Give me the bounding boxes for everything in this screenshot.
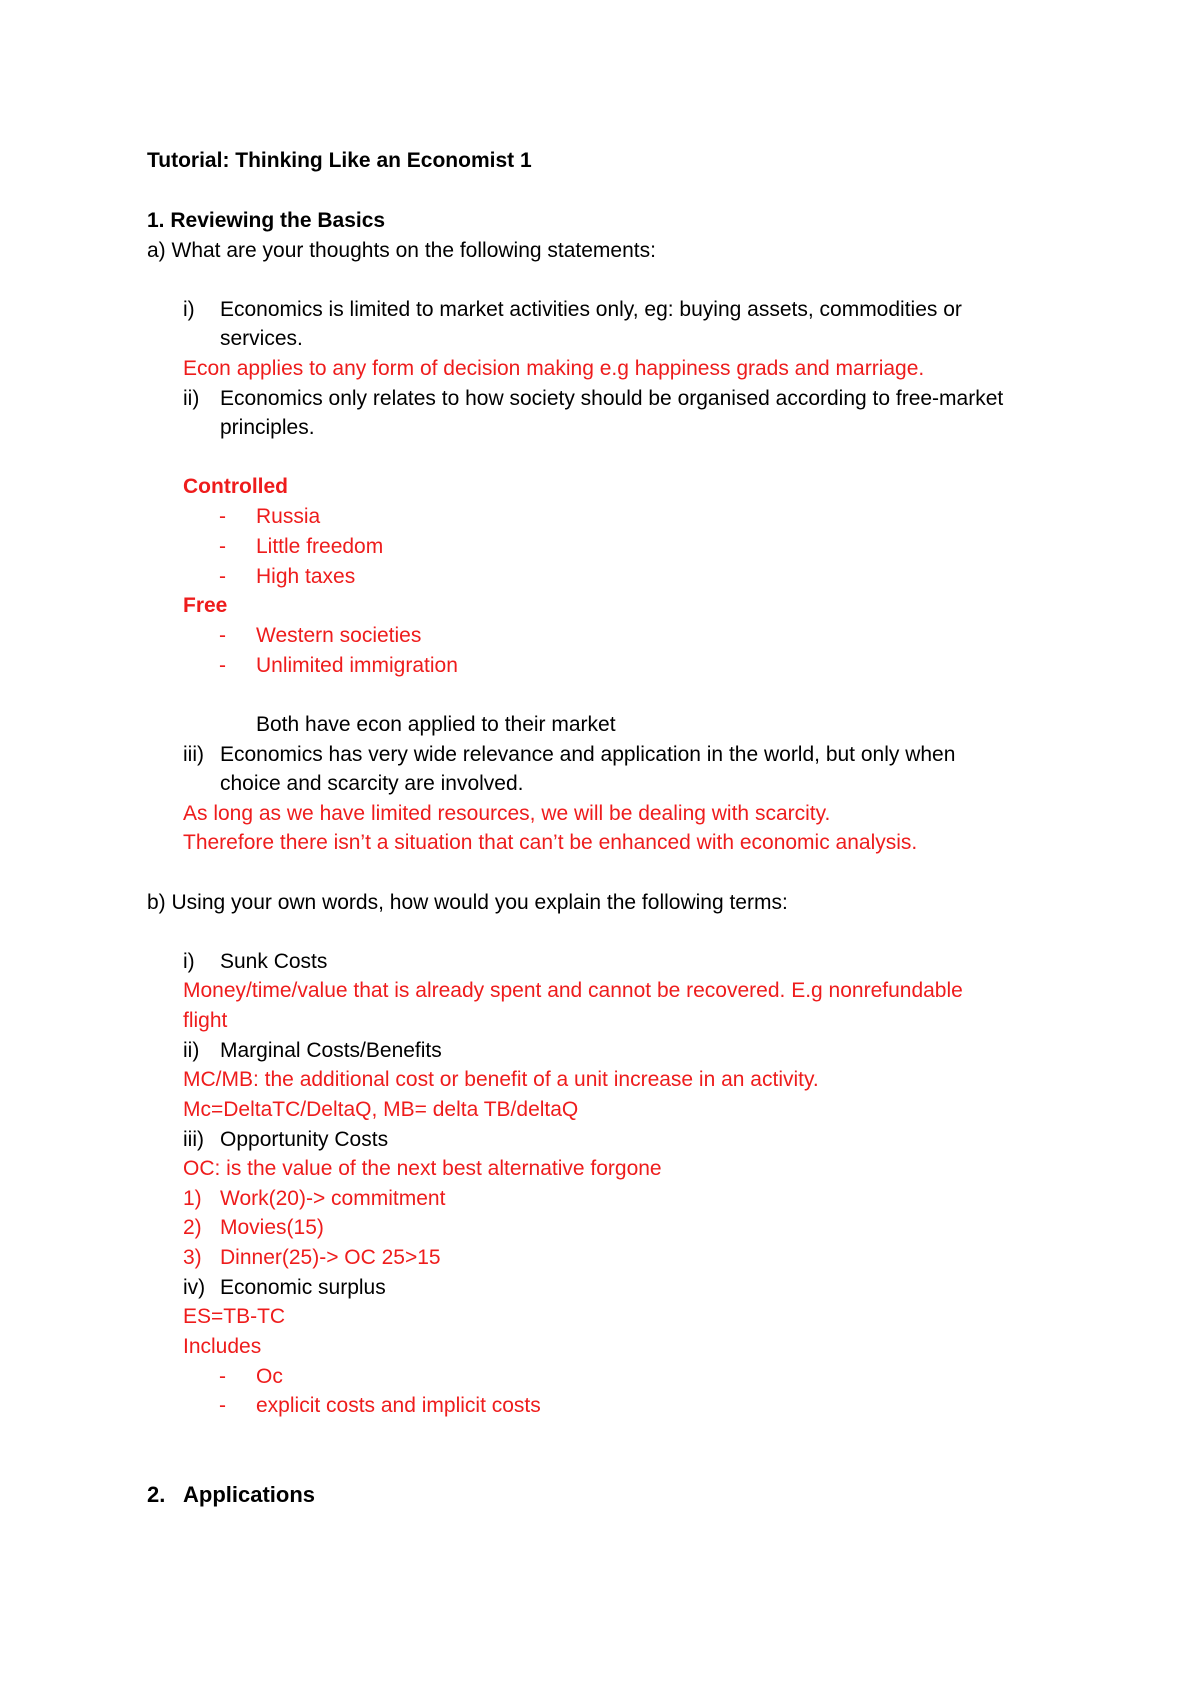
item-number: ii)	[183, 1039, 200, 1062]
example-text: Dinner(25)-> OC 25>15	[220, 1246, 441, 1269]
section-number: 2.	[147, 1482, 166, 1507]
note-line: Both have econ applied to their market	[256, 713, 616, 736]
item-number: i)	[183, 298, 195, 321]
controlled-heading: Controlled	[183, 475, 288, 498]
example-number: 2)	[183, 1216, 202, 1239]
bullet-text: Oc	[256, 1365, 283, 1388]
term-line: Opportunity Costs	[220, 1128, 389, 1151]
bullet-dash: -	[219, 1365, 226, 1388]
statement-line: Economics only relates to how society should be organised according to free-market	[220, 387, 1004, 410]
example-text: Work(20)-> commitment	[220, 1187, 446, 1210]
statement-line: Economics has very wide relevance and application in the world, but only when	[220, 743, 956, 766]
section-heading-1: 1. Reviewing the Basics	[147, 209, 386, 232]
statement-line: choice and scarcity are involved.	[220, 772, 524, 795]
answer-line: Mc=DeltaTC/DeltaQ, MB= delta TB/deltaQ	[183, 1098, 579, 1121]
bullet-dash: -	[219, 535, 226, 558]
question-a: a) What are your thoughts on the following statements:	[147, 239, 656, 262]
statement-line: principles.	[220, 416, 315, 439]
answer-line: ES=TB-TC	[183, 1305, 286, 1328]
answer-line: Includes	[183, 1335, 262, 1358]
bullet-dash: -	[219, 654, 226, 677]
section-heading-2: Applications	[183, 1482, 316, 1507]
bullet-dash: -	[219, 1394, 226, 1417]
item-number: i)	[183, 950, 195, 973]
item-number: ii)	[183, 387, 200, 410]
answer-line: OC: is the value of the next best alternative forgone	[183, 1157, 662, 1180]
example-number: 1)	[183, 1187, 202, 1210]
item-number: iii)	[183, 743, 204, 766]
free-heading: Free	[183, 594, 228, 617]
answer-line: Econ applies to any form of decision making e.g happiness grads and marriage.	[183, 357, 925, 380]
statement-line: services.	[220, 327, 303, 350]
bullet-text: explicit costs and implicit costs	[256, 1394, 541, 1417]
example-number: 3)	[183, 1246, 202, 1269]
answer-line: MC/MB: the additional cost or benefit of a unit increase in an activity.	[183, 1068, 819, 1091]
bullet-text: High taxes	[256, 565, 356, 588]
term-line: Economic surplus	[220, 1276, 386, 1299]
item-number: iii)	[183, 1128, 204, 1151]
bullet-text: Russia	[256, 505, 321, 528]
document-title: Tutorial: Thinking Like an Economist 1	[147, 149, 532, 172]
bullet-text: Unlimited immigration	[256, 654, 458, 677]
term-line: Marginal Costs/Benefits	[220, 1039, 442, 1062]
term-line: Sunk Costs	[220, 950, 328, 973]
answer-line: flight	[183, 1009, 228, 1032]
answer-line: As long as we have limited resources, we will be dealing with scarcity.	[183, 802, 831, 825]
question-b: b) Using your own words, how would you explain the following terms:	[147, 891, 788, 914]
bullet-text: Western societies	[256, 624, 422, 647]
item-number: iv)	[183, 1276, 206, 1299]
example-text: Movies(15)	[220, 1216, 324, 1239]
statement-line: Economics is limited to market activities only, eg: buying assets, commodities or	[220, 298, 962, 321]
answer-line: Money/time/value that is already spent and cannot be recovered. E.g nonrefundable	[183, 979, 963, 1002]
bullet-dash: -	[219, 624, 226, 647]
answer-line: Therefore there isn’t a situation that can’t be enhanced with economic analysis.	[183, 831, 918, 854]
bullet-dash: -	[219, 565, 226, 588]
bullet-dash: -	[219, 505, 226, 528]
bullet-text: Little freedom	[256, 535, 384, 558]
